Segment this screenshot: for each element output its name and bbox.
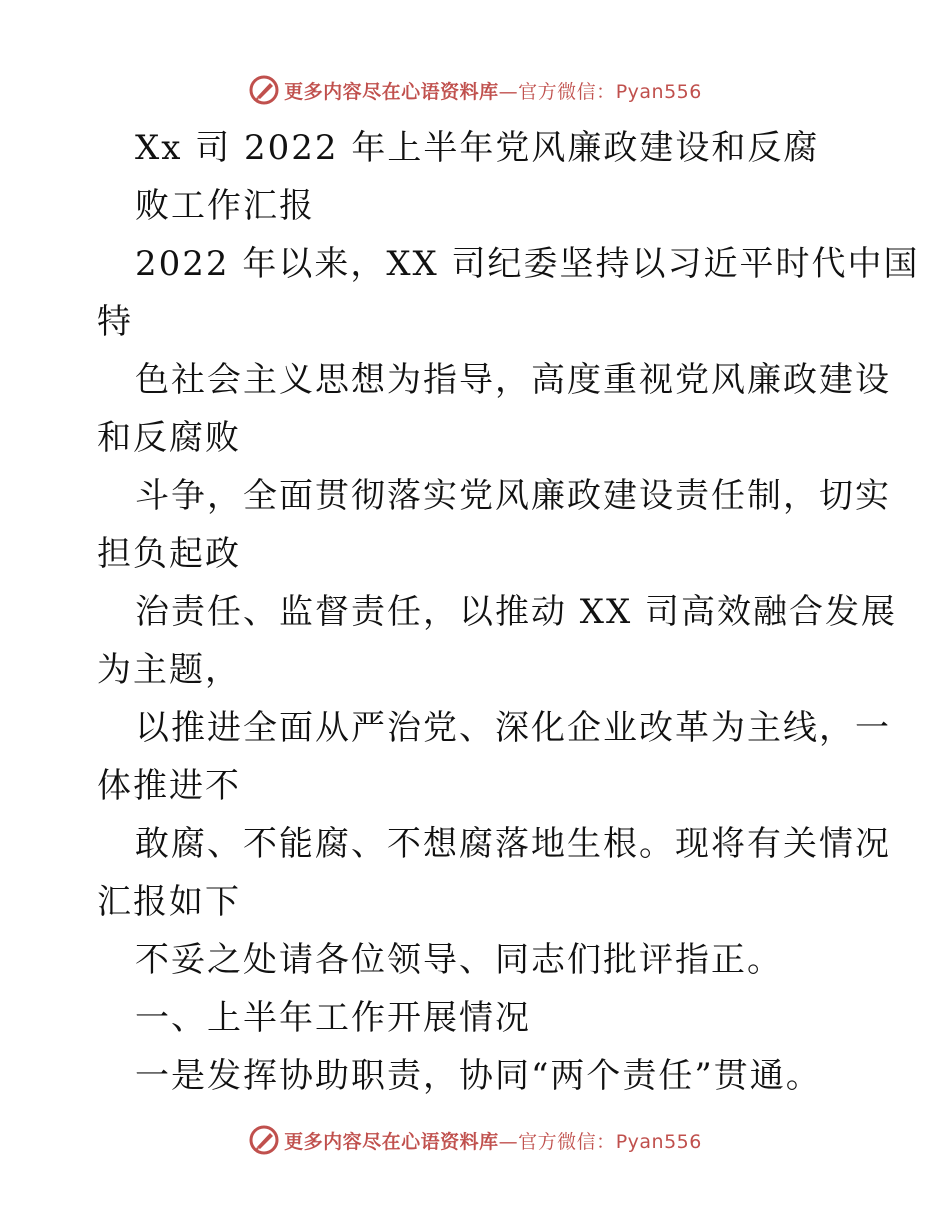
doc-paragraph-line: 2022 年以来，XX 司纪委坚持以习近平时代中国 <box>135 244 920 284</box>
watermark-main: 更多内容尽在心语资料库 <box>284 1130 499 1153</box>
watermark-main: 更多内容尽在心语资料库 <box>284 80 499 103</box>
watermark-text <box>284 1127 702 1154</box>
watermark-id: Pyan556 <box>615 80 702 103</box>
doc-paragraph-line: 治责任、监督责任，以推动 XX 司高效融合发展 <box>135 592 898 632</box>
watermark-footer <box>0 1120 950 1160</box>
doc-paragraph-line: 一是发挥协助职责，协同“两个责任”贯通。 <box>135 1056 822 1096</box>
doc-paragraph-line: 汇报如下 <box>97 882 241 922</box>
doc-paragraph-line: 不妥之处请各位领导、同志们批评指正。 <box>135 940 783 980</box>
watermark-separator: — <box>498 1130 519 1153</box>
doc-paragraph-line: 和反腐败 <box>97 418 241 458</box>
watermark-id: Pyan556 <box>615 1130 702 1153</box>
doc-paragraph-line: 特 <box>97 302 133 342</box>
doc-paragraph-line: 体推进不 <box>97 766 241 806</box>
pen-logo-icon <box>248 1124 280 1156</box>
doc-paragraph-line: 斗争，全面贯彻落实党风廉政建设责任制，切实 <box>135 476 891 516</box>
doc-paragraph-line: 以推进全面从严治党、深化企业改革为主线，一 <box>135 708 891 748</box>
doc-paragraph-line: 为主题， <box>97 650 241 690</box>
watermark-label: 官方微信： <box>518 1130 616 1153</box>
doc-paragraph-line: 色社会主义思想为指导，高度重视党风廉政建设 <box>135 360 891 400</box>
watermark-label: 官方微信： <box>518 80 616 103</box>
watermark-separator: — <box>498 80 519 103</box>
doc-title-line-2: 败工作汇报 <box>135 186 315 226</box>
doc-paragraph-line: 担负起政 <box>97 534 241 574</box>
doc-paragraph-line: 敢腐、不能腐、不想腐落地生根。现将有关情况 <box>135 824 891 864</box>
doc-section-heading: 一、上半年工作开展情况 <box>135 998 531 1038</box>
doc-title-line-1: Xx 司 2022 年上半年党风廉政建设和反腐 <box>135 128 820 168</box>
